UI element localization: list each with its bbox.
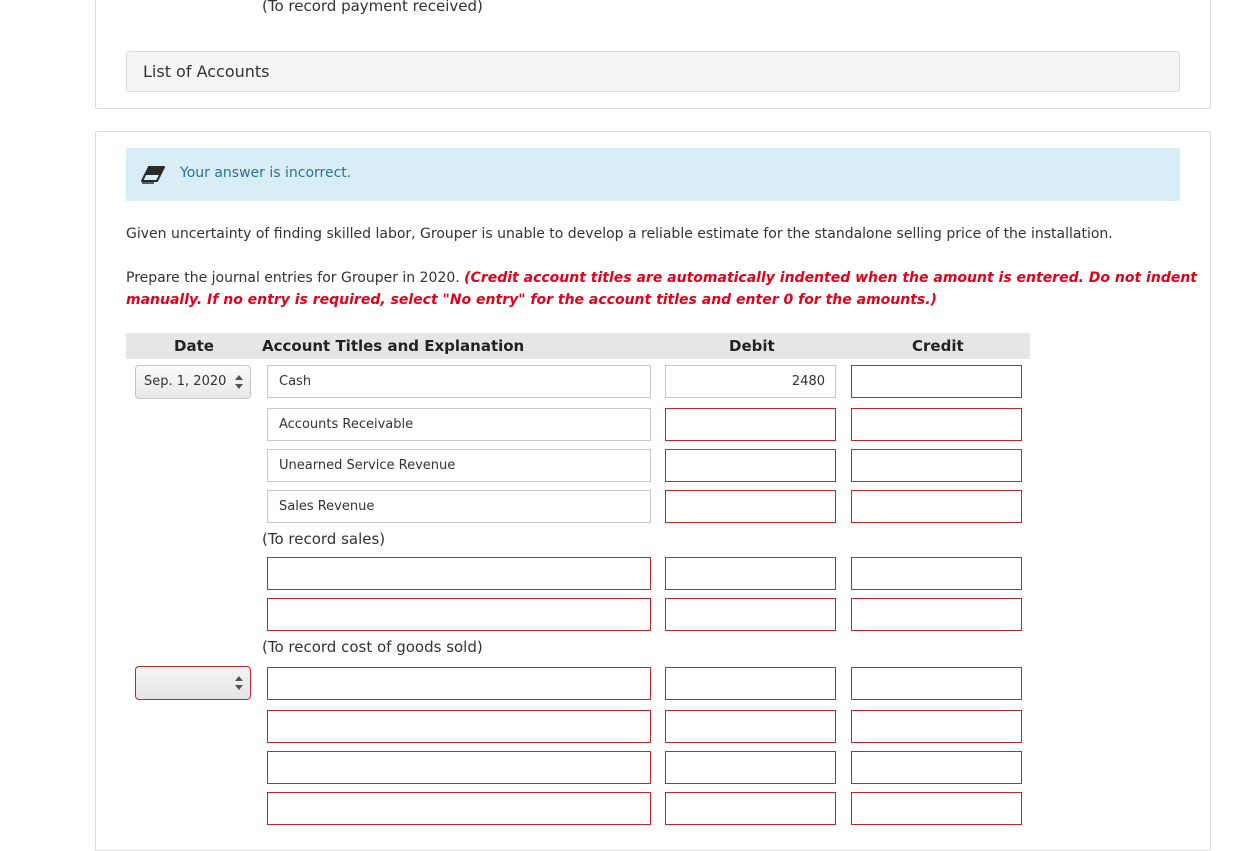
eraser-icon — [140, 165, 166, 185]
credit-input[interactable] — [851, 490, 1022, 523]
header-account-titles: Account Titles and Explanation — [262, 337, 525, 355]
account-title-input[interactable] — [267, 557, 651, 590]
header-credit: Credit — [912, 337, 964, 355]
debit-input[interactable] — [665, 751, 836, 784]
alert-message: Your answer is incorrect. — [180, 165, 352, 181]
incorrect-answer-alert — [126, 148, 1180, 201]
account-title-input[interactable]: Sales Revenue — [267, 490, 651, 523]
memo-record-cogs: (To record cost of goods sold) — [262, 638, 483, 656]
instruction-text: Prepare the journal entries for Grouper in 2020. — [126, 270, 460, 286]
credit-input[interactable] — [851, 710, 1022, 743]
date-select-entry3[interactable] — [135, 666, 251, 700]
instructions — [126, 267, 1197, 311]
journal-table-header — [126, 333, 1030, 359]
date-select-value: Sep. 1, 2020 — [144, 374, 227, 389]
select-arrows-icon — [235, 375, 243, 389]
credit-input[interactable] — [851, 408, 1022, 441]
list-of-accounts-button[interactable]: List of Accounts — [126, 51, 1180, 92]
debit-input[interactable] — [665, 557, 836, 590]
debit-input[interactable] — [665, 449, 836, 482]
debit-input[interactable] — [665, 408, 836, 441]
account-title-input[interactable]: Cash — [267, 365, 651, 398]
account-title-input[interactable] — [267, 667, 651, 700]
account-title-input[interactable]: Unearned Service Revenue — [267, 449, 651, 482]
debit-input[interactable] — [665, 598, 836, 631]
account-title-input[interactable] — [267, 598, 651, 631]
header-debit: Debit — [729, 337, 775, 355]
account-title-input[interactable] — [267, 710, 651, 743]
memo-record-sales: (To record sales) — [262, 530, 386, 548]
question-text: Given uncertainty of finding skilled labor, Grouper is unable to develop a reliable estimate for the standalone selling price of the installation. — [126, 226, 1113, 242]
credit-input[interactable] — [851, 365, 1022, 398]
debit-input[interactable] — [665, 490, 836, 523]
credit-input[interactable] — [851, 598, 1022, 631]
memo-payment-received: (To record payment received) — [262, 0, 483, 15]
credit-input[interactable] — [851, 792, 1022, 825]
select-arrows-icon — [235, 676, 243, 690]
account-title-input[interactable] — [267, 792, 651, 825]
date-select-entry1[interactable] — [135, 365, 251, 399]
credit-input[interactable] — [851, 667, 1022, 700]
debit-input[interactable]: 2480 — [665, 365, 836, 398]
account-title-input[interactable] — [267, 751, 651, 784]
credit-input[interactable] — [851, 751, 1022, 784]
credit-input[interactable] — [851, 557, 1022, 590]
account-title-input[interactable]: Accounts Receivable — [267, 408, 651, 441]
debit-input[interactable] — [665, 710, 836, 743]
debit-input[interactable] — [665, 792, 836, 825]
header-date: Date — [174, 337, 214, 355]
credit-input[interactable] — [851, 449, 1022, 482]
debit-input[interactable] — [665, 667, 836, 700]
instruction-note-line2: manually. If no entry is required, select "No entry" for the account titles and enter 0 for the amounts.) — [126, 292, 937, 308]
instruction-note-line1: (Credit account titles are automatically indented when the amount is entered. Do not indent — [464, 270, 1198, 286]
